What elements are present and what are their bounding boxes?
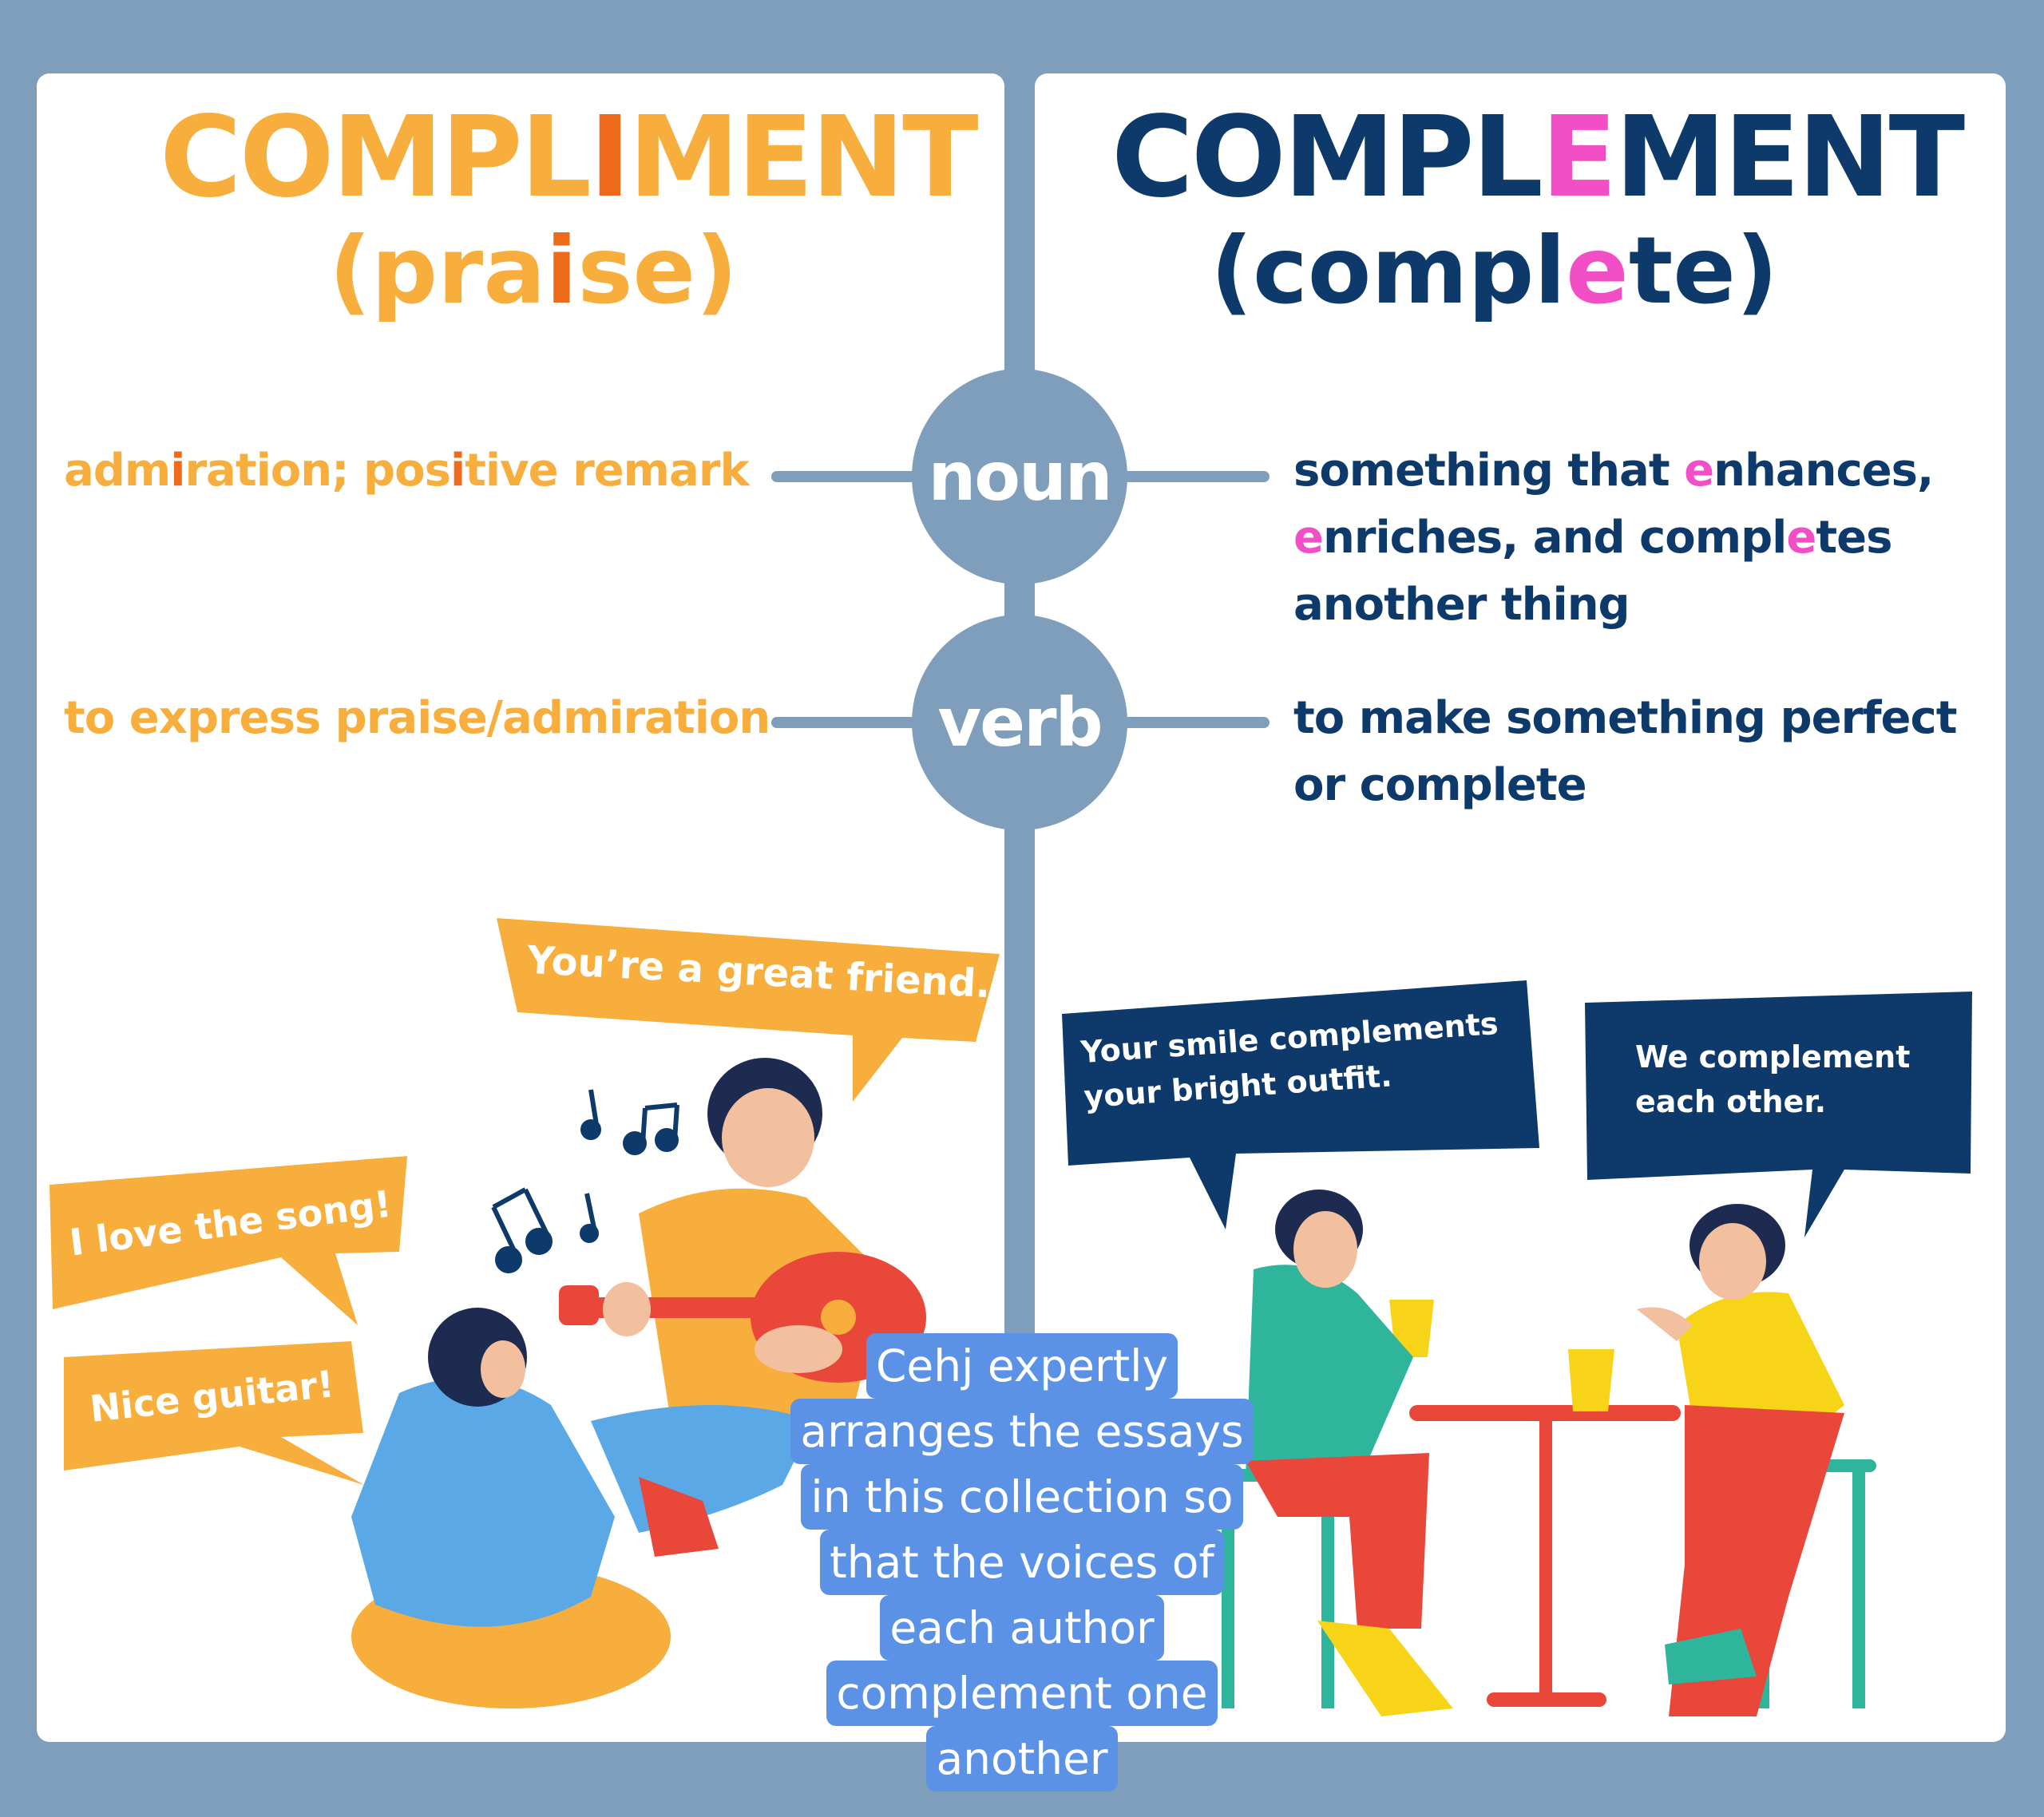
compliment-subtitle: (praise)	[329, 217, 739, 325]
caption-line: each author	[880, 1595, 1163, 1661]
compliment-title: COMPLIMENT	[160, 93, 976, 223]
verb-label: verb	[937, 683, 1102, 762]
compliment-verb-definition: to express praise/admiration	[64, 692, 770, 744]
complement-title: COMPLEMENT	[1111, 93, 1963, 223]
caption-line: that the voices of	[820, 1530, 1224, 1595]
each-other-bubble-text: We complement each other.	[1635, 1039, 1911, 1119]
caption-line: another	[926, 1726, 1117, 1791]
guitar-bubble-text: Nice guitar!	[88, 1362, 336, 1431]
caption-line: in this collection so	[801, 1464, 1242, 1530]
caption-line: Cehj expertly	[866, 1333, 1178, 1399]
cafe-table-figure	[1389, 1300, 1681, 1707]
complement-noun-definition: something that enhances, enriches, and completes another thing	[1293, 445, 1934, 631]
song-bubble-text: I love the song!	[67, 1182, 394, 1265]
complement-subtitle: (complete)	[1210, 217, 1778, 325]
caption-overlay	[790, 1333, 1254, 1791]
friend-bubble-text: You’re a great friend.	[525, 937, 992, 1007]
listening-friend-figure	[351, 1308, 671, 1708]
woman-at-table-figure	[1637, 1204, 1876, 1716]
caption-line: arranges the essays	[790, 1399, 1253, 1464]
caption-line: complement one	[826, 1661, 1217, 1726]
smile-bubble-text: Your smile complements your bright outfit.	[1079, 1005, 1499, 1115]
noun-label: noun	[928, 437, 1111, 516]
complement-verb-definition: to make something perfect or complete	[1293, 692, 1957, 811]
compliment-noun-definition: admiration; positive remark	[64, 445, 749, 497]
